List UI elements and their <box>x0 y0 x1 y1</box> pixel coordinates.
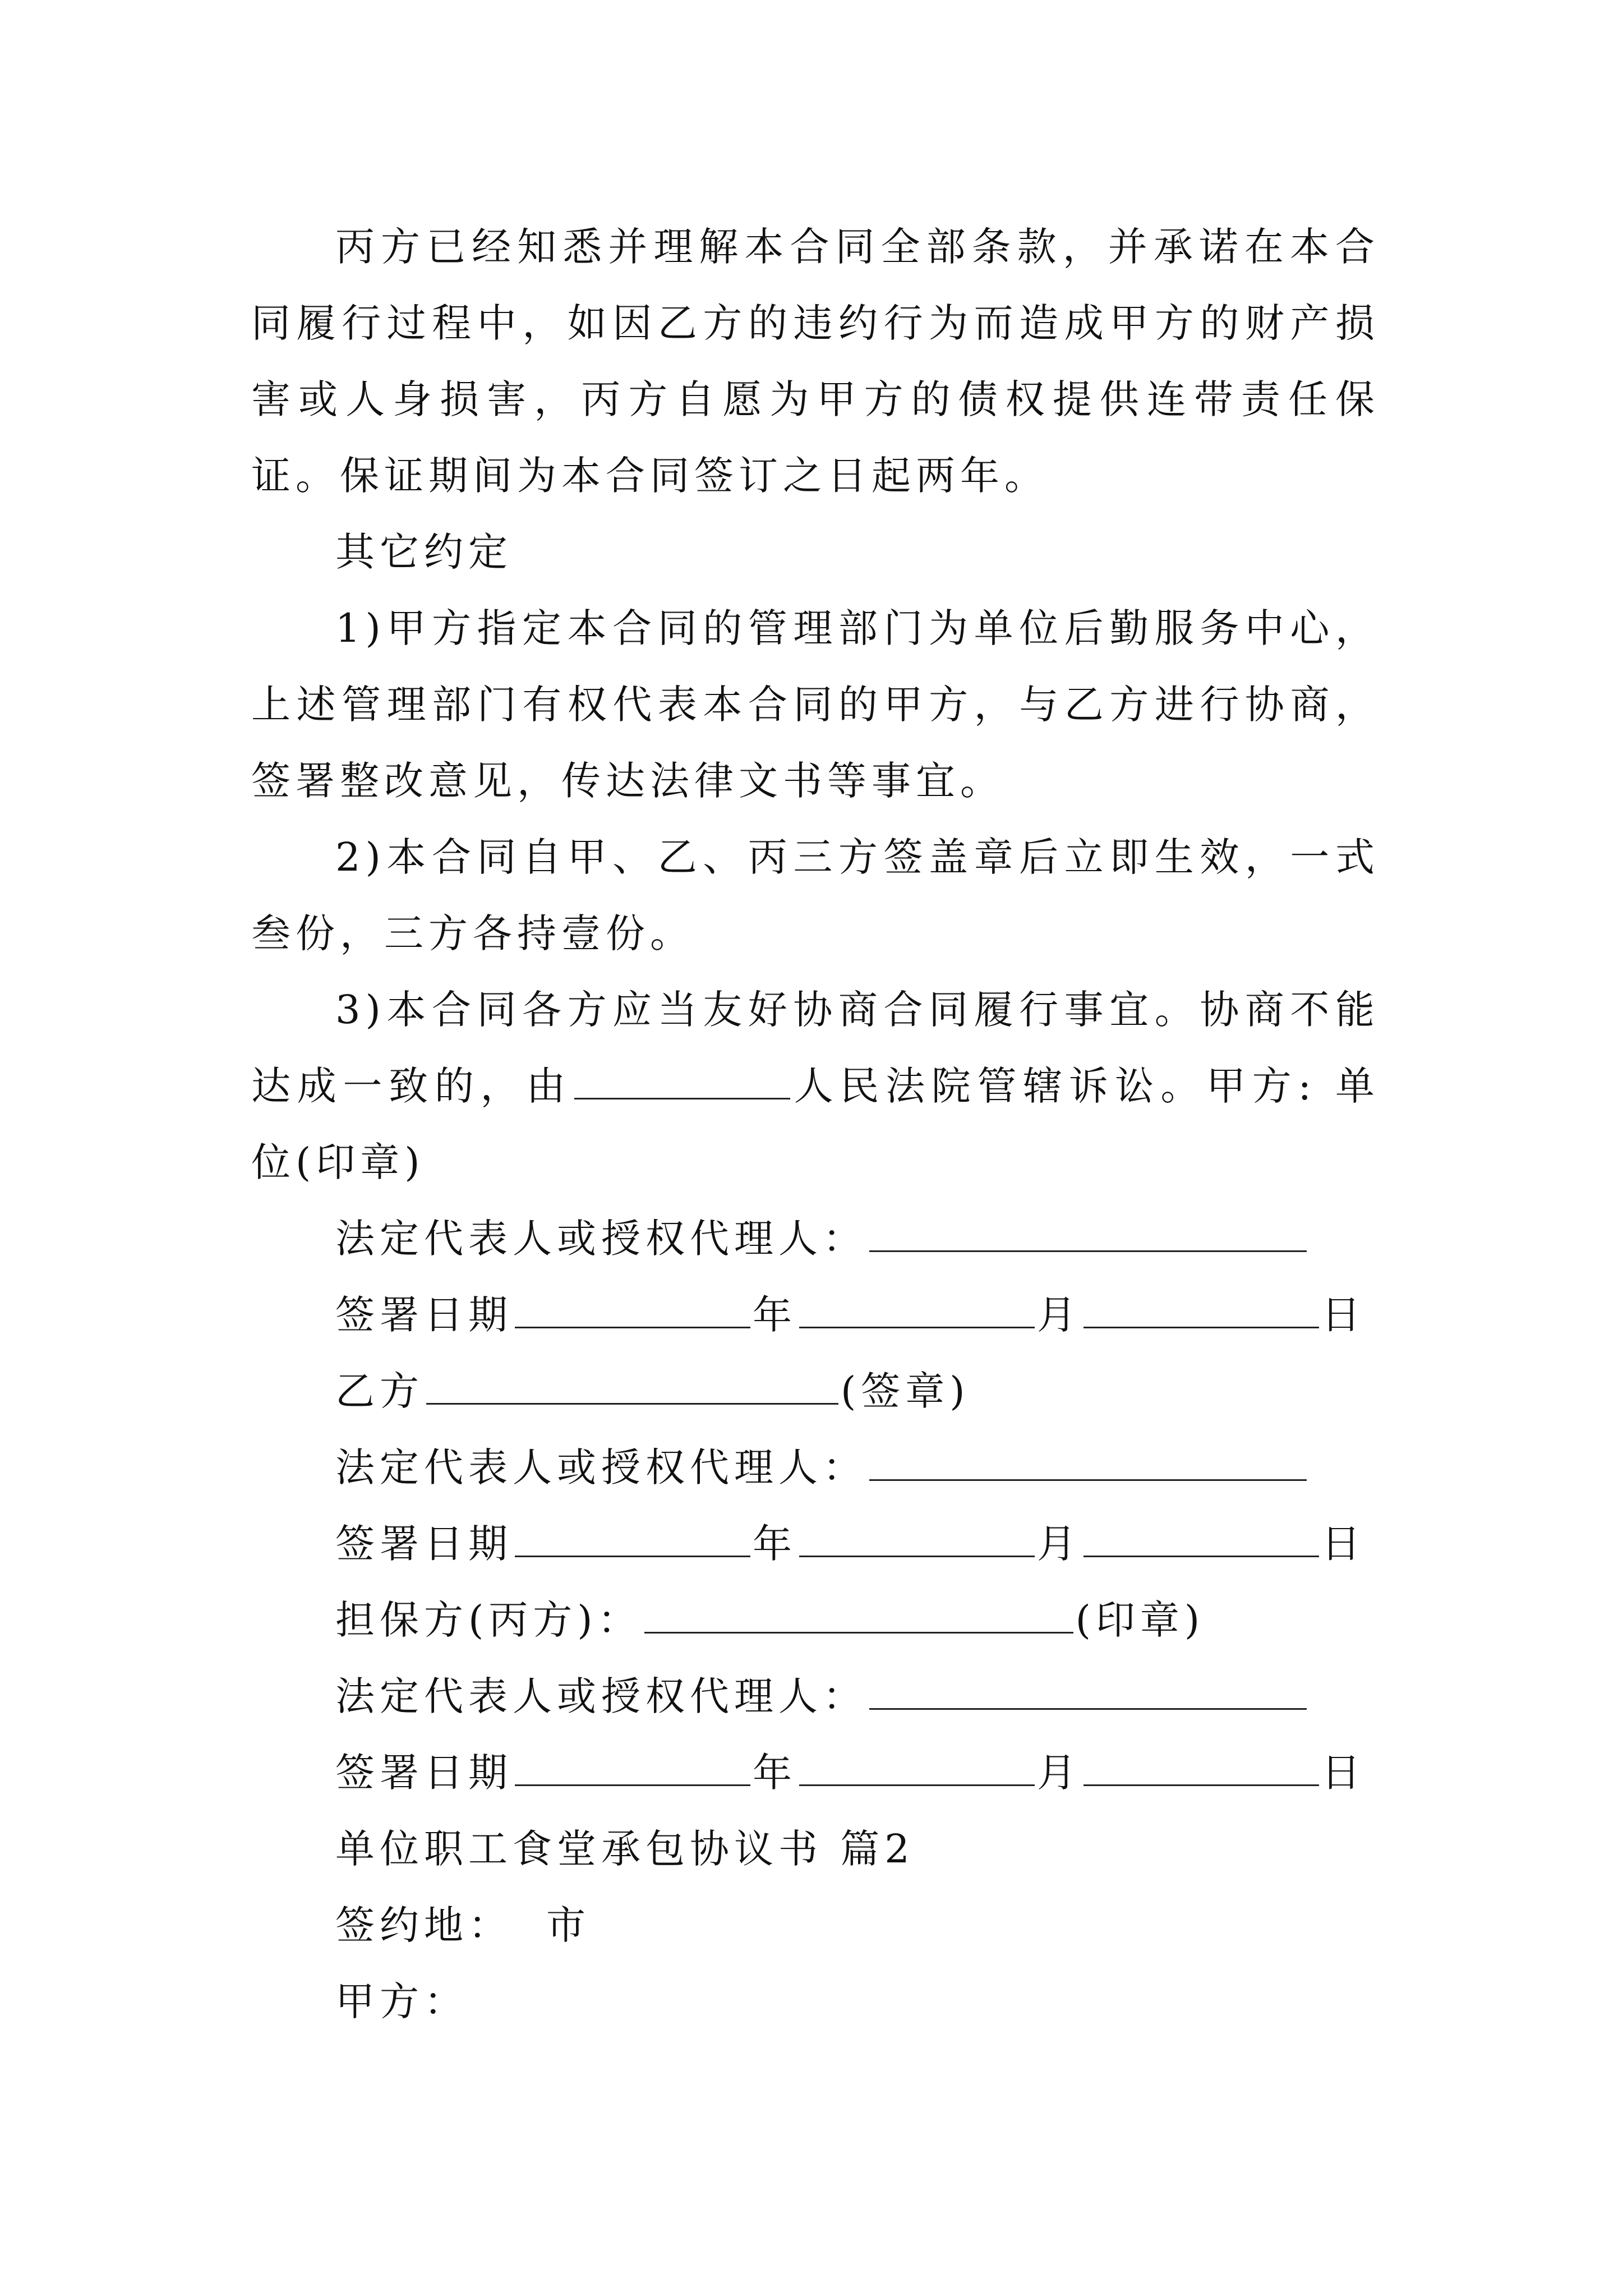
month-blank <box>799 1291 1035 1328</box>
guarantor-blank <box>644 1596 1073 1634</box>
date-label: 签署日期 <box>335 1750 513 1796</box>
year-label: 年 <box>753 1521 797 1567</box>
guarantor-date-line <box>251 1734 1380 1811</box>
paragraph-other-agreements-heading: 其它约定 <box>335 529 513 575</box>
month-label: 月 <box>1037 1521 1081 1567</box>
section-2-title: 单位职工食堂承包协议书 篇2 <box>335 1826 915 1872</box>
signing-place-line <box>251 1887 1380 1963</box>
year-blank <box>515 1520 750 1557</box>
clause-3-text-before: 3)本合同各方应当友好协商合同履行事宜。协商不能达成一致的，由 <box>251 987 1380 1109</box>
year-label: 年 <box>753 1292 797 1338</box>
guarantor-line <box>251 1582 1380 1658</box>
date-label: 签署日期 <box>335 1292 513 1338</box>
party-b-label: 乙方 <box>335 1368 424 1414</box>
day-blank <box>1083 1749 1319 1786</box>
court-blank <box>574 1062 790 1099</box>
party-b-seal-label: (签章) <box>841 1368 970 1414</box>
paragraph-guarantee: 丙方已经知悉并理解本合同全部条款，并承诺在本合同履行过程中，如因乙方的违约行为而造成甲方的财产损害或人身损害，丙方自愿为甲方的债权提供连带责任保证。保证期间为本合同签订之日起两年。 <box>251 224 1380 499</box>
rep-blank <box>869 1672 1307 1710</box>
rep-label: 法定代表人或授权代理人： <box>335 1444 867 1490</box>
rep-blank <box>869 1443 1307 1481</box>
rep-label: 法定代表人或授权代理人： <box>335 1673 867 1719</box>
day-label: 日 <box>1321 1292 1366 1338</box>
rep-blank <box>869 1214 1307 1252</box>
day-blank <box>1083 1520 1319 1557</box>
month-blank <box>799 1749 1035 1786</box>
rep-label: 法定代表人或授权代理人： <box>335 1216 867 1262</box>
party-a-date-line <box>251 1277 1380 1353</box>
month-blank <box>799 1520 1035 1557</box>
party-a-label-line: 甲方： <box>335 1978 468 2024</box>
year-blank <box>515 1749 750 1786</box>
guarantor-seal-label: (印章) <box>1075 1597 1205 1643</box>
day-label: 日 <box>1321 1750 1366 1796</box>
party-b-date-line <box>251 1506 1380 1582</box>
clause-3-text-after: 人民法院管辖诉讼。甲方: 单位(印章) <box>251 1063 1380 1185</box>
month-label: 月 <box>1037 1750 1081 1796</box>
party-b-blank <box>426 1367 838 1405</box>
paragraph-clause-1: 1)甲方指定本合同的管理部门为单位后勤服务中心，上述管理部门有权代表本合同的甲方，与乙方进行协商，签署整改意见，传达法律文书等事宜。 <box>251 605 1380 804</box>
year-label: 年 <box>753 1750 797 1796</box>
day-blank <box>1083 1291 1319 1328</box>
document-body <box>251 209 1380 2040</box>
signing-place-value: 市 <box>546 1902 591 1948</box>
guarantor-rep-line <box>251 1658 1380 1734</box>
paragraph-clause-2: 2)本合同自甲、乙、丙三方签盖章后立即生效，一式叁份，三方各持壹份。 <box>251 834 1380 956</box>
party-a-rep-line <box>251 1200 1380 1277</box>
day-label: 日 <box>1321 1521 1366 1567</box>
party-b-line <box>251 1353 1380 1429</box>
signing-place-label: 签约地： <box>335 1902 513 1948</box>
date-label: 签署日期 <box>335 1521 513 1567</box>
guarantor-label: 担保方(丙方)： <box>335 1597 642 1643</box>
party-b-rep-line <box>251 1429 1380 1506</box>
month-label: 月 <box>1037 1292 1081 1338</box>
year-blank <box>515 1291 750 1328</box>
paragraph-clause-3 <box>251 972 1380 1200</box>
